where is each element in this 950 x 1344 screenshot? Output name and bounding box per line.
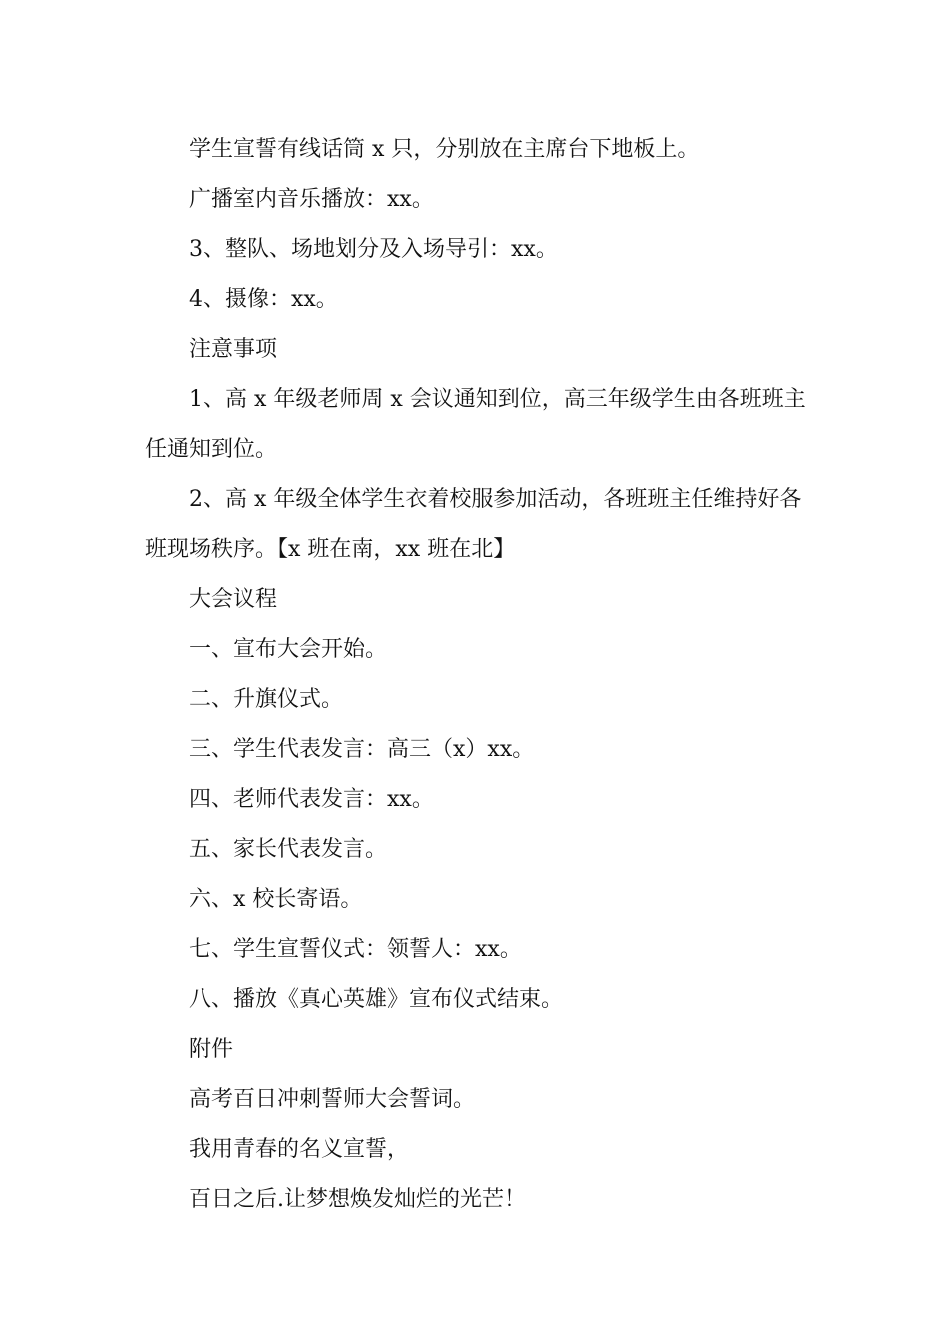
paragraph-note-2: 2、高 x 年级全体学生衣着校服参加活动，各班班主任维持好各班现场秩序。【x 班在南，xx 班在北】 (145, 487, 802, 562)
agenda-item-5: 五、家长代表发言。 (189, 837, 388, 862)
paragraph-lineup: 3、整队、场地划分及入场导引：xx。 (189, 237, 558, 262)
paragraph-oath-title: 高考百日冲刺誓师大会誓词。 (189, 1087, 476, 1112)
heading-attachment: 附件 (189, 1037, 234, 1062)
paragraph-note-1: 1、高 x 年级老师周 x 会议通知到位，高三年级学生由各班班主任通知到位。 (145, 387, 806, 462)
paragraph-camera: 4、摄像：xx。 (189, 287, 338, 312)
agenda-item-1: 一、宣布大会开始。 (189, 637, 388, 662)
agenda-item-8: 八、播放《真心英雄》宣布仪式结束。 (189, 987, 564, 1012)
paragraph-oath-line-1: 我用青春的名义宣誓， (189, 1137, 410, 1162)
agenda-item-4: 四、老师代表发言：xx。 (189, 787, 434, 812)
agenda-item-7: 七、学生宣誓仪式：领誓人：xx。 (189, 937, 522, 962)
document-body (145, 125, 810, 1225)
agenda-item-6: 六、x 校长寄语。 (189, 887, 363, 912)
paragraph-microphones: 学生宣誓有线话筒 x 只，分别放在主席台下地板上。 (189, 137, 700, 162)
heading-agenda: 大会议程 (189, 587, 278, 612)
paragraph-broadcast-music: 广播室内音乐播放：xx。 (189, 187, 434, 212)
heading-notes: 注意事项 (189, 337, 278, 362)
agenda-item-3: 三、学生代表发言：高三（x）xx。 (189, 737, 535, 762)
paragraph-oath-line-2: 百日之后.让梦想焕发灿烂的光芒！ (189, 1187, 526, 1212)
agenda-item-2: 二、升旗仪式。 (189, 687, 344, 712)
